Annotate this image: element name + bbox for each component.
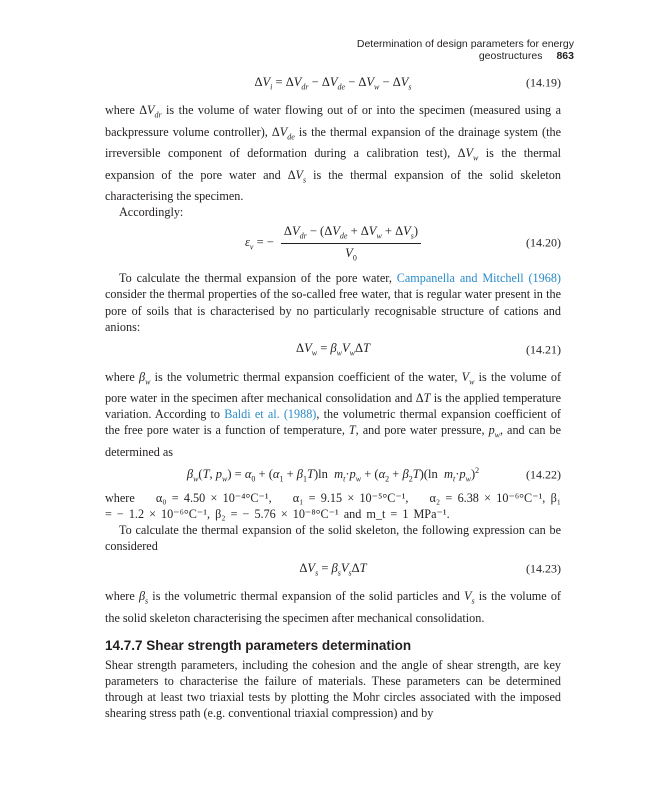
- running-title: Determination of design parameters for energy geostructures: [356, 38, 574, 62]
- paragraph-volume-definitions: where $\Delta V_{dr}$ is the volume of water flowing out of or into the specimen (measured using a backpressure volume controller), $\Delta V_{de}$ is the thermal expansion of the drainage system (the irreversible component of deformation during a calibration test), $\Delta V_w$ is the thermal expansion of the pore water and $\Delta V_s$ is the thermal expansion of the solid skeleton characterising the specimen.: [105, 103, 562, 204]
- equation-14-20-formula: $\varepsilon_v$ = − $\frac{\Delta V_{dr} - (\Delta V_{de} + \Delta V_w + \Delta V_s)}{V_0}$: [245, 224, 421, 262]
- paragraph-accordingly: Accordingly:: [119, 205, 184, 220]
- equation-number: (14.23): [526, 561, 561, 576]
- equation-14-21-formula: $\Delta V_w = \beta_wV_w\Delta T$: [296, 341, 370, 358]
- equation-number: (14.19): [526, 75, 561, 90]
- equation-14-20: [105, 220, 561, 266]
- equation-number: (14.21): [526, 342, 561, 357]
- page-number: 863: [556, 50, 574, 62]
- equation-14-19: [105, 68, 561, 98]
- paragraph-coefficient-values: where α₀ = 4.50 × 10⁻⁴°C⁻¹, α₁ = 9.15 × 10⁻⁵°C⁻¹, α₂ = 6.38 × 10⁻⁶°C⁻¹, β₁ = − 1.2 × 10⁻⁶°C⁻¹, β₂ = − 5.76 × 10⁻⁸°C⁻¹ and m_t = 1 MPa⁻¹.: [105, 491, 562, 522]
- equation-14-21: [105, 335, 561, 365]
- citation-campanella-mitchell[interactable]: Campanella and Mitchell (1968): [396, 271, 561, 286]
- equation-14-22-formula: $\beta_w(T$, $p_w) = \alpha_0 + (\alpha_1 + \beta_1T)\ln$ $m_t\cdot p_w + (\alpha_2 + \beta_2T)(\ln$ $m_t\cdot p_w)^2$: [186, 466, 480, 484]
- paragraph-shear-strength: Shear strength parameters, including the cohesion and the angle of shear strength, are key parameters to characterise the failure of materials. These parameters can be determined through at least two triaxial tests by plotting the Mohr circles associated with the imposed shearing stress path (e.g. conventional triaxial compression) and by: [105, 658, 561, 721]
- paragraph-pore-water-expansion: To calculate the thermal expansion of the pore water, Campanella and Mitchell (1968) consider the thermal properties of the so-called free water, that is regular water present in the pore of soils that is characterised by no particularly recognisable structure of cations and anions:: [105, 271, 561, 334]
- paragraph-expansion-coefficient: where $\beta_w$ is the volumetric thermal expansion coefficient of the water, $V_w$ is the volume of pore water in the specimen after mechanical consolidation and ΔT is the applied temperature variation. According to Baldi et al. (1988), the volumetric thermal expansion coefficient of the free pore water is a function of temperature, T, and pore water pressure, $p_w$, and can be determined as: [105, 369, 562, 459]
- paragraph-solid-particles: where $\beta_s$ is the volumetric thermal expansion of the solid particles and $V_s$ is the volume of the solid skeleton characterising the specimen after mechanical consolidation.: [105, 589, 561, 625]
- equation-14-22: [105, 460, 561, 490]
- equation-14-23-formula: $\Delta V_s = \beta_sV_s\Delta T$: [299, 561, 367, 578]
- running-header: [320, 38, 574, 62]
- equation-number: (14.20): [526, 235, 561, 250]
- equation-14-23: [105, 554, 561, 584]
- paragraph-solid-skeleton-intro: To calculate the thermal expansion of the solid skeleton, the following expression can be considered: [105, 523, 561, 554]
- page-body: [105, 68, 561, 721]
- equation-number: (14.22): [526, 467, 561, 482]
- section-heading: 14.7.7 Shear strength parameters determination: [105, 638, 412, 654]
- equation-14-19-formula: $\Delta V_i = \Delta V_{dr} - \Delta V_{de} - \Delta V_w - \Delta V_s$: [254, 74, 412, 92]
- citation-baldi-et-al[interactable]: Baldi et al. (1988): [224, 407, 317, 422]
